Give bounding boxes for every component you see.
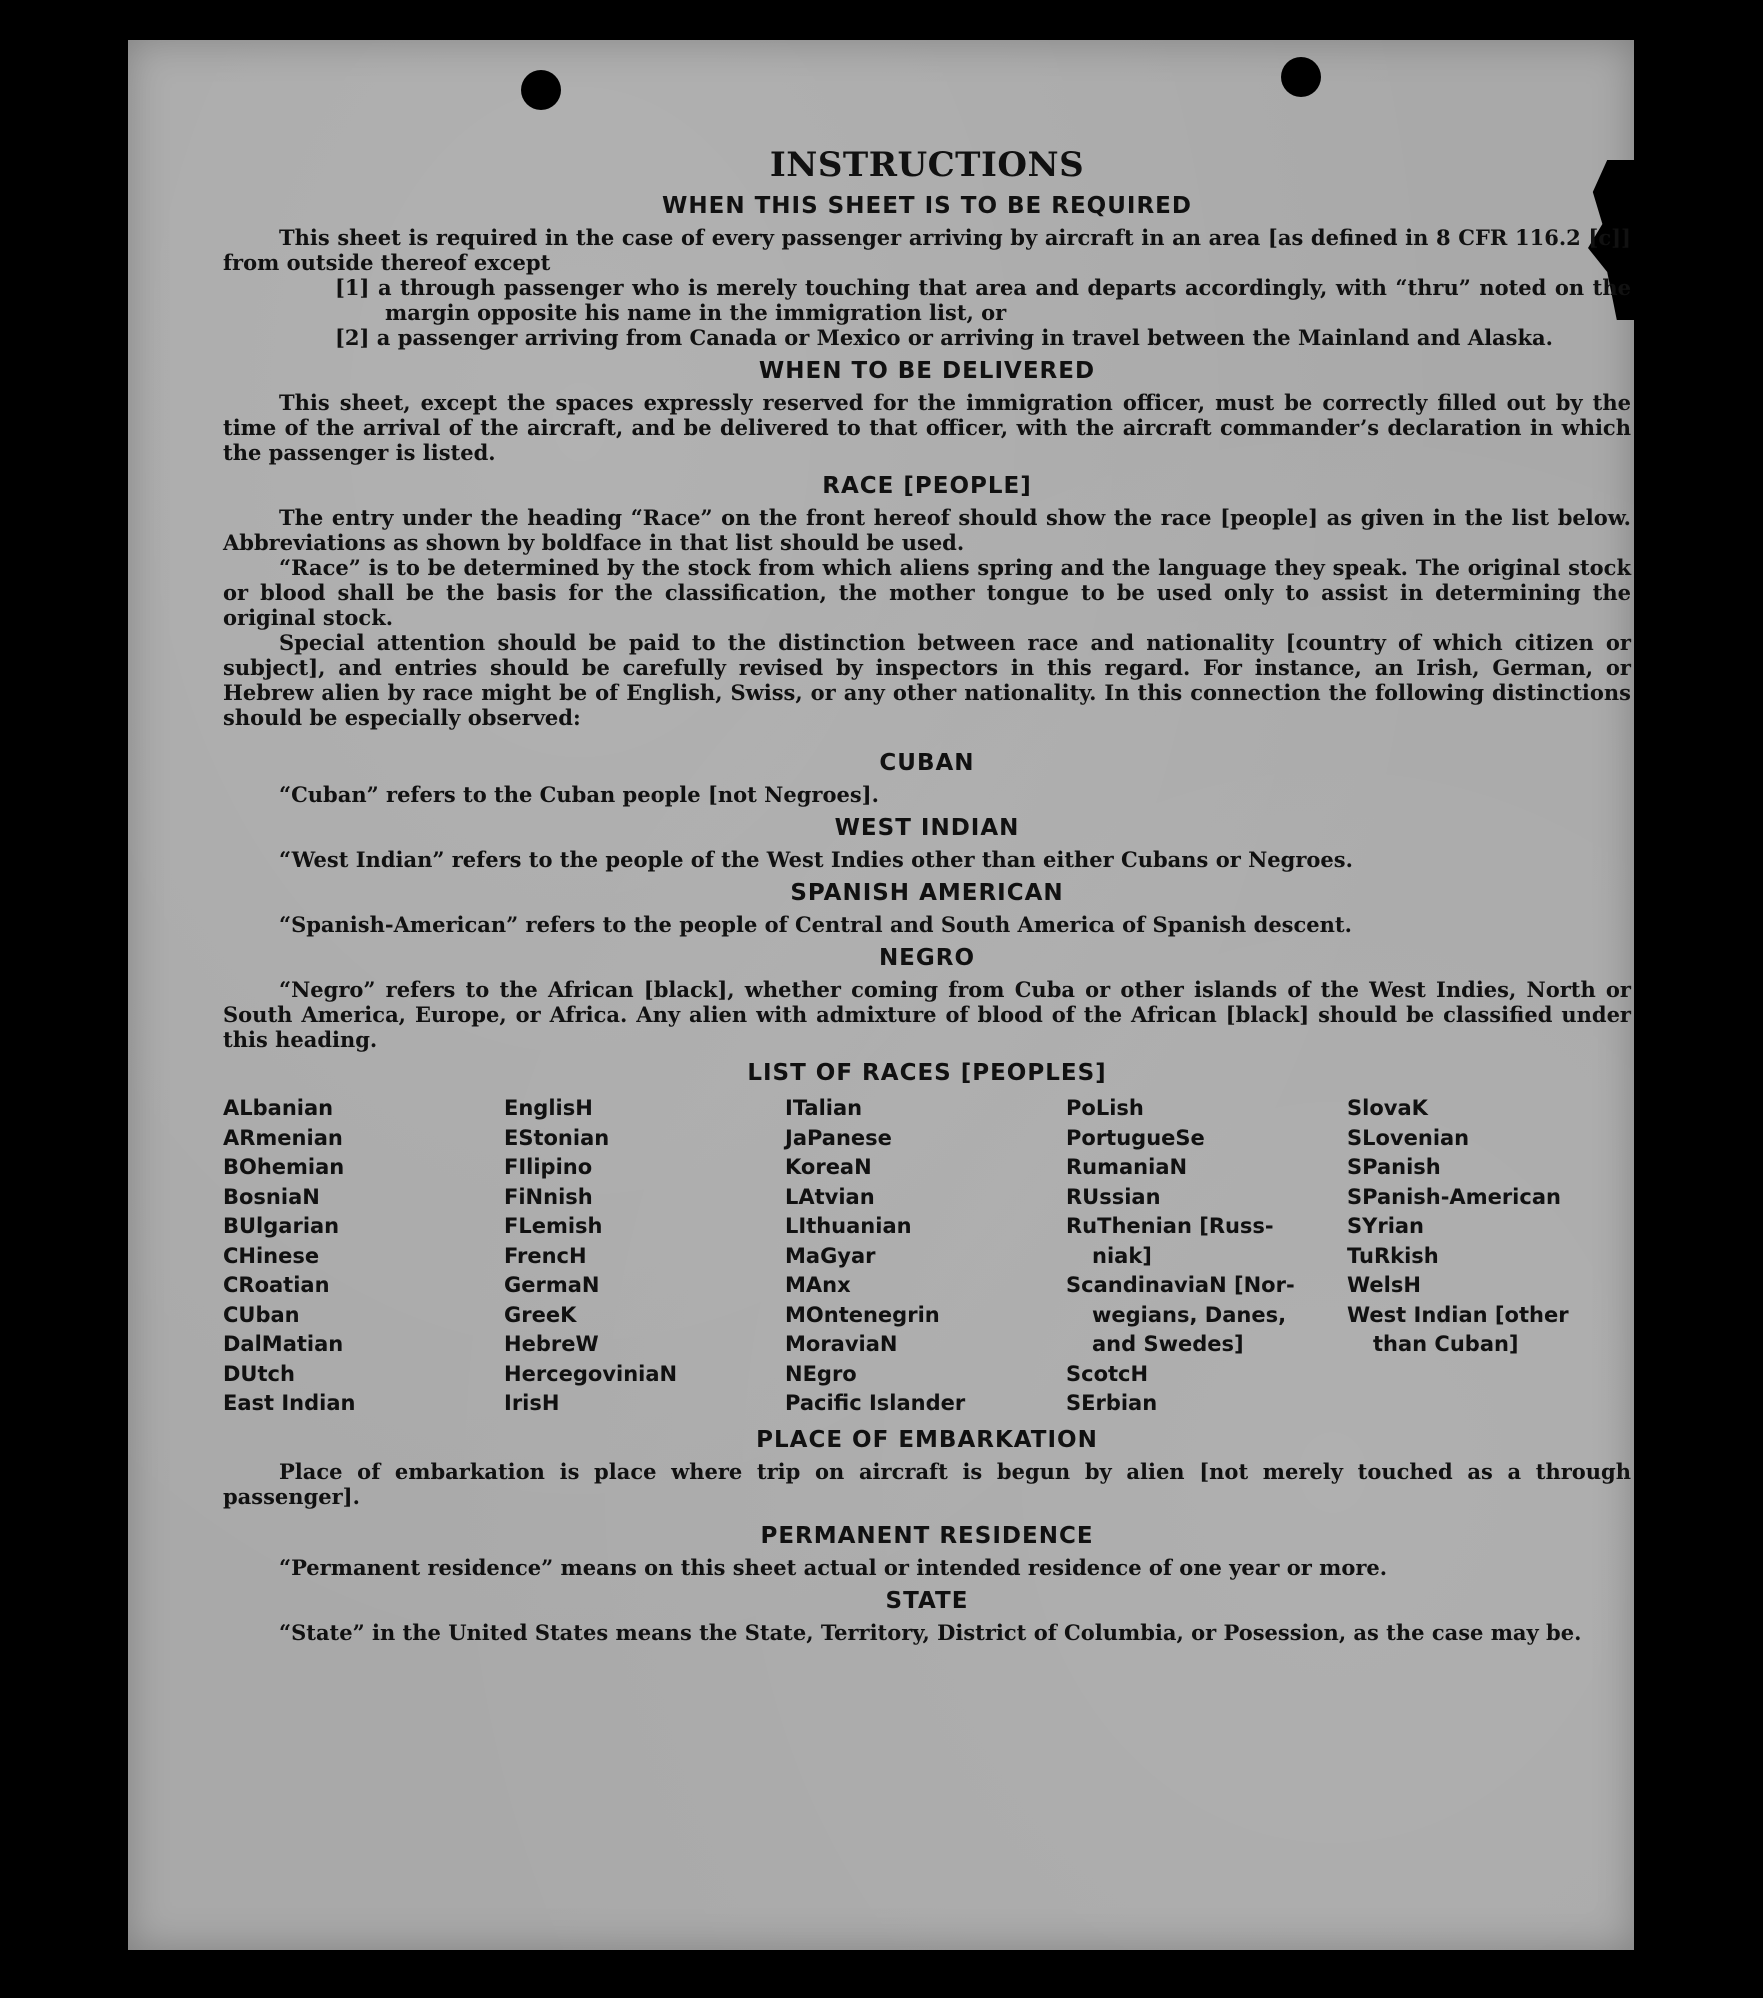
race-entry: LIthuanian (785, 1214, 912, 1238)
race-entry: SPanish-American (1347, 1184, 1561, 1209)
heading-negro: NEGRO (878, 945, 976, 971)
race-list (223, 1094, 1631, 1419)
heading-race: RACE [PEOPLE] (822, 473, 1032, 499)
instructions-content (223, 145, 1631, 1645)
race-entry: TuRkish (1347, 1243, 1439, 1268)
race-entry: FrencH (504, 1243, 587, 1268)
race-entry: ScotcH (1066, 1361, 1149, 1386)
race-entry: WelsH (1347, 1273, 1421, 1297)
paragraph-cuban: “Cuban” refers to the Cuban people [not Negroes]. (279, 782, 879, 807)
race-entry: RumaniaN (1066, 1155, 1188, 1179)
paragraph-residence: “Permanent residence” means on this sheet actual or intended residence of one year or more. (279, 1554, 1388, 1580)
heading-west-indian: WEST INDIAN (834, 815, 1020, 841)
heading-residence: PERMANENT RESIDENCE (760, 1522, 1094, 1549)
race-entry: BOhemian (223, 1155, 345, 1179)
paragraph-negro: “Negro” refers to the African [black], whether coming from Cuba or other islands of the West Indies, North or South America, Europe, or Africa. Any alien with admixture of blood of the African [black] should be classified under this heading. (223, 977, 1631, 1052)
race-entry: CRoatian (223, 1273, 330, 1297)
race-entry: SLovenian (1347, 1125, 1470, 1150)
race-entry: BosniaN (223, 1184, 320, 1209)
race-entry: SlovaK (1347, 1096, 1428, 1120)
paragraph-race-1: The entry under the heading “Race” on the front hereof should show the race [people] as given in the list below. Abbreviations as shown by boldface in that list should be used. (223, 505, 1631, 555)
paragraph-spanish-american: “Spanish-American” refers to the people of Central and South America of Spanish descent. (279, 912, 1352, 937)
race-entry: FIlipino (504, 1155, 593, 1179)
heading-required: WHEN THIS SHEET IS TO BE REQUIRED (662, 193, 1192, 219)
paragraph-required: This sheet is required in the case of every passenger arriving by aircraft in an area [as defined in 8 CFR 116.2 [c]] from outside thereof except (223, 225, 1631, 275)
race-entry-continued: than Cuban] (1373, 1332, 1519, 1356)
race-entry-continued: wegians, Danes, (1092, 1302, 1287, 1327)
race-column-3 (785, 1094, 1066, 1419)
paragraph-race-3: Special attention should be paid to the distinction between race and nationality [country of which citizen or subject], and entries should be carefully revised by inspectors in this regard. For instance, an Irish, German, or Hebrew alien by race might be of English, Swiss, or any other nationality. In this connection the following distinctions should be especially observed: (223, 630, 1631, 730)
race-entry: PoLish (1066, 1096, 1144, 1120)
punch-hole-left (521, 70, 561, 110)
race-entry: Pacific Islander (785, 1391, 966, 1415)
exception-item-1: [1] a through passenger who is merely touching that area and departs accordingly, with “thru” noted on the margin opposite his name in the immigration list, or (335, 275, 1631, 325)
race-column-5 (1347, 1094, 1628, 1419)
race-entry: ITalian (785, 1096, 863, 1120)
race-entry: West Indian [other (1347, 1302, 1569, 1327)
race-entry: RUssian (1066, 1184, 1161, 1209)
race-entry-continued: niak] (1092, 1243, 1152, 1268)
race-entry: HebreW (504, 1332, 599, 1356)
race-entry: KoreaN (785, 1155, 872, 1179)
heading-embarkation: PLACE OF EMBARKATION (756, 1426, 1098, 1453)
race-entry: GreeK (504, 1302, 577, 1327)
race-entry: EnglisH (504, 1096, 593, 1120)
race-entry: ARmenian (223, 1125, 343, 1150)
race-entry: GermaN (504, 1273, 600, 1297)
race-entry: HercegoviniaN (504, 1361, 678, 1386)
race-entry: FiNnish (504, 1184, 593, 1209)
race-entry: FLemish (504, 1214, 603, 1238)
heading-state: STATE (885, 1587, 969, 1614)
race-column-2 (504, 1094, 785, 1419)
paragraph-west-indian: “West Indian” refers to the people of the West Indies other than either Cubans or Negroes. (279, 847, 1353, 872)
race-entry: DUtch (223, 1361, 295, 1386)
race-entry: ScandinaviaN [Nor- (1066, 1273, 1295, 1297)
paragraph-state: “State” in the United States means the State, Territory, District of Columbia, or Posession, as the case may be. (279, 1619, 1582, 1645)
race-entry: ALbanian (223, 1096, 334, 1120)
paragraph-embarkation: Place of embarkation is place where trip on aircraft is begun by alien [not merely touched as a through passenger]. (223, 1458, 1631, 1509)
race-column-4 (1066, 1094, 1347, 1419)
race-entry: East Indian (223, 1391, 356, 1415)
race-entry: MaGyar (785, 1243, 876, 1268)
document-page (128, 40, 1634, 1950)
paragraph-delivered: This sheet, except the spaces expressly reserved for the immigration officer, must be correctly filled out by the time of the arrival of the aircraft, and be delivered to that officer, with the aircraft commander’s declaration in which the passenger is listed. (223, 390, 1631, 465)
race-entry: MOntenegrin (785, 1302, 940, 1327)
page-title: INSTRUCTIONS (769, 145, 1085, 185)
race-entry: SPanish (1347, 1155, 1441, 1179)
paragraph-race-2: “Race” is to be determined by the stock from which aliens spring and the language they speak. The original stock or blood shall be the basis for the classification, the mother tongue to be used only to assist in determining the original stock. (223, 555, 1631, 630)
race-column-1 (223, 1094, 504, 1419)
race-entry: BUlgarian (223, 1214, 340, 1238)
race-entry: LAtvian (785, 1184, 875, 1209)
exception-item-2: [2] a passenger arriving from Canada or Mexico or arriving in travel between the Mainland and Alaska. (335, 325, 1553, 350)
race-entry: DalMatian (223, 1332, 344, 1356)
race-entry: SErbian (1066, 1391, 1158, 1415)
race-entry: MoraviaN (785, 1332, 898, 1356)
heading-list-of-races: LIST OF RACES [PEOPLES] (747, 1060, 1107, 1086)
race-entry: IrisH (504, 1391, 560, 1415)
punch-hole-right (1281, 57, 1321, 97)
race-entry-continued: and Swedes] (1092, 1332, 1244, 1356)
race-entry: CHinese (223, 1243, 320, 1268)
heading-delivered: WHEN TO BE DELIVERED (758, 358, 1096, 384)
race-entry: NEgro (785, 1361, 857, 1386)
heading-spanish-american: SPANISH AMERICAN (790, 880, 1064, 906)
race-entry: PortugueSe (1066, 1125, 1205, 1150)
race-entry: SYrian (1347, 1214, 1425, 1238)
race-entry: JaPanese (785, 1125, 892, 1150)
race-entry: MAnx (785, 1273, 851, 1297)
race-entry: EStonian (504, 1125, 610, 1150)
heading-cuban: CUBAN (879, 750, 975, 776)
race-entry: RuThenian [Russ- (1066, 1214, 1274, 1238)
race-entry: CUban (223, 1302, 300, 1327)
